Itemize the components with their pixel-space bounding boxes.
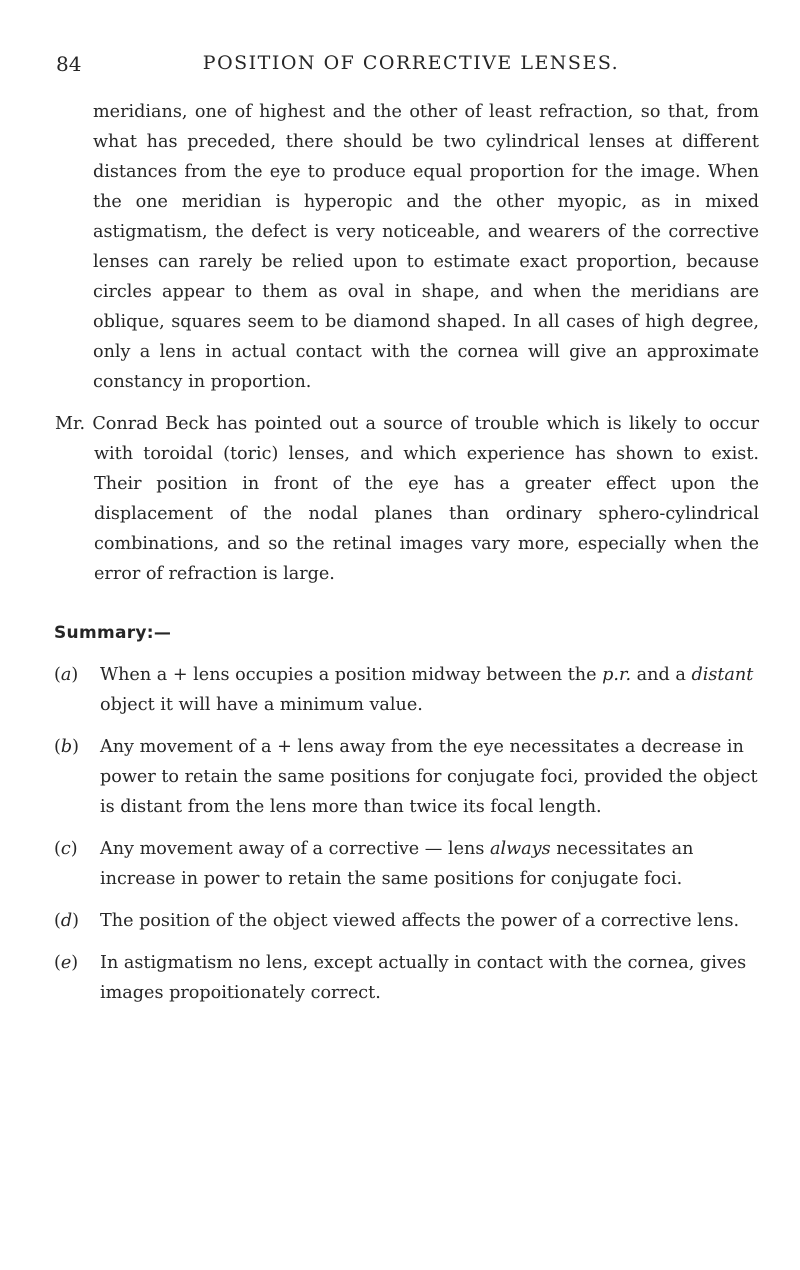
summary-item-b [54,732,759,822]
running-title: POSITION OF CORRECTIVE LENSES. [202,52,620,74]
paragraph-conrad-beck: Mr. Conrad Beck has pointed out a source of trouble which is likely to occur with toroidal (toric) lenses, and which experience has shown to exist. Their position in front of the eye has a greater effect upon the displacement of the nodal planes than ordinary sphero-cylindrical combinations, and so the retinal images vary more, especially when the error of refraction is large. [55,414,759,584]
item-letter: (b) [54,737,80,757]
summary-item-c [54,834,759,894]
summary-item-e [54,948,759,1008]
summary-item-a [54,660,759,720]
item-text: The position of the object viewed affects the power of a corrective lens. [100,911,740,931]
paragraph-continued: meridians, one of highest and the other of least refraction, so that, from what has preceded, there should be two cylindrical lenses at different distances from the eye to produce equal proportion for the image. When the one meridian is hyperopic and the other myopic, as in mixed astigmatism, the defect is very noticeable, and wearers of the corrective lenses can rarely be relied upon to estimate exact proportion, because circles appear to them as oval in shape, and when the meridians are oblique, squares seem to be diamond shaped. In all cases of high degree, only a lens in actual contact with the cornea will give an approximate constancy in proportion. [93,102,759,392]
item-letter: (d) [54,911,80,931]
item-letter: (e) [54,953,79,973]
item-text: Any movement away of a corrective — lens always necessitates an increase in power to retain the same positions for conjugate foci. [100,839,694,889]
page-header [56,52,756,82]
page-body [54,97,759,1020]
summary-list [54,660,759,1008]
item-letter: (c) [54,839,78,859]
page-number: 84 [56,52,82,76]
item-text: Any movement of a + lens away from the eye necessitates a decrease in power to retain the same positions for conjugate foci, provided the object is distant from the lens more than twice its focal length. [100,737,758,817]
summary-item-d [54,906,759,936]
item-letter: (a) [54,665,79,685]
item-text: In astigmatism no lens, except actually in contact with the cornea, gives images propoitionately correct. [100,953,747,1003]
item-text: When a + lens occupies a position midway between the p.r. and a distant object it will have a minimum value. [100,665,754,715]
summary-heading: Summary:— [54,623,172,643]
